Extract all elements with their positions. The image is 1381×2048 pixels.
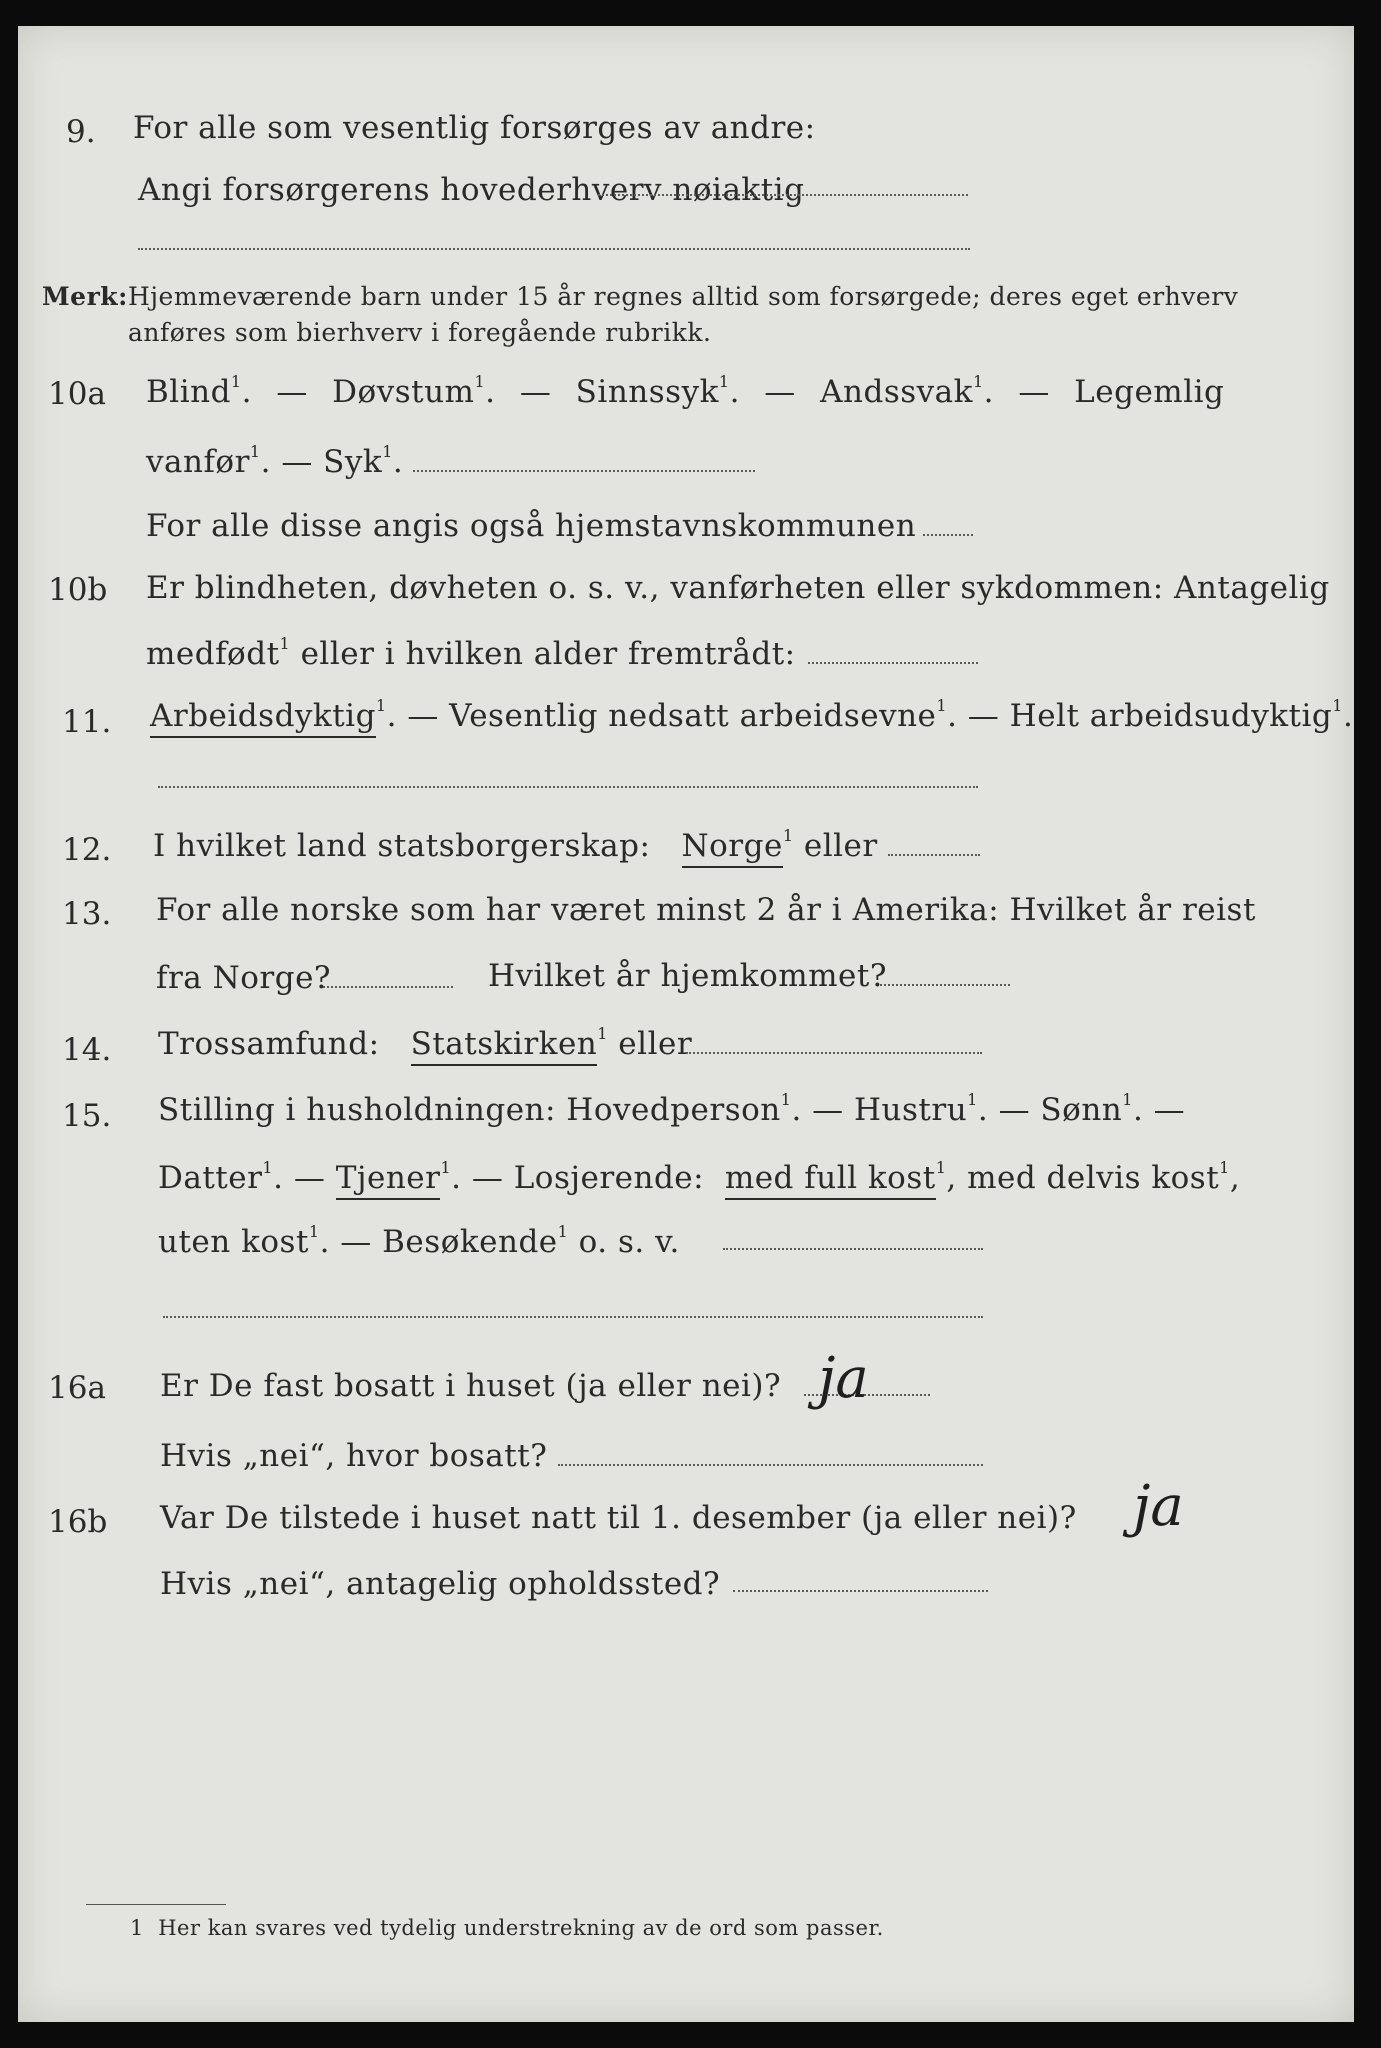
q10a-line3: For alle disse angis også hjemstavnskommunen <box>146 508 917 544</box>
q13-hjemkommet-answer-line <box>880 984 1010 986</box>
q10b-line1: Er blindheten, døvheten o. s. v., vanførheten eller sykdommen: Antagelig <box>146 570 1330 606</box>
q10b-line2: medfødt$^1$ eller i hvilken alder fremtrådt: <box>146 634 796 672</box>
q10a-number: 10a <box>48 376 106 412</box>
q13-number: 13. <box>62 896 112 932</box>
q13-fra-norge: fra Norge? <box>156 960 332 996</box>
q13-hjemkommet: Hvilket år hjemkommet? <box>488 958 887 994</box>
q9-number: 9. <box>66 114 96 150</box>
merk-label: Merk: <box>42 282 128 311</box>
q14-answer-line <box>686 1052 982 1054</box>
q15-answer-line-2 <box>163 1316 983 1318</box>
q11-number: 11. <box>62 704 112 740</box>
q10b-answer-line <box>808 662 978 664</box>
q14-number: 14. <box>62 1032 112 1068</box>
q15-line1: Stilling i husholdningen: Hovedperson$^1$. — Hustru$^1$. — Sønn$^1$. — <box>158 1090 1186 1128</box>
q15-line2: Datter$^1$. — Tjener$^1$. — Losjerende: med full kost$^1$, med delvis kost$^1$, <box>158 1160 1240 1196</box>
q10b-number: 10b <box>48 572 108 608</box>
q15-answer-line <box>723 1248 983 1250</box>
q12-answer-line <box>888 854 980 856</box>
q16b-line2: Hvis „nei“, antagelig opholdssted? <box>160 1566 721 1602</box>
q9-text: For alle som vesentlig forsørges av andre: <box>133 110 816 146</box>
q16b-number: 16b <box>48 1504 108 1540</box>
merk-line1: Hjemmeværende barn under 15 år regnes alltid som forsørgede; deres eget erhverv <box>128 282 1239 311</box>
q9-answer-line <box>598 194 968 196</box>
q10a-hjemstavn-line <box>923 534 973 536</box>
q16a-line2: Hvis „nei“, hvor bosatt? <box>160 1438 548 1474</box>
q10a-line1: Blind$^1$. — Døvstum$^1$. — Sinnssyk$^1$. — Andssvak$^1$. — Legemlig <box>146 372 1225 410</box>
q10a-answer-line <box>413 470 755 472</box>
q16a-number: 16a <box>48 1370 106 1406</box>
q11-answer-line <box>158 786 978 788</box>
merk-line2: anføres som bierhverv i foregående rubrikk. <box>128 318 712 347</box>
q11-line: Arbeidsdyktig$^1$. — Vesentlig nedsatt arbeidsevne$^1$. — Helt arbeidsudyktig$^1$. <box>150 698 1353 734</box>
footnote-rule <box>86 1904 226 1905</box>
q14-line: Trossamfund: Statskirken$^1$ eller <box>158 1026 692 1062</box>
q10a-line2: vanfør$^1$. — Syk$^1$. <box>146 442 404 480</box>
q13-reist-answer-line <box>323 986 453 988</box>
q9-answer-line-2 <box>138 248 970 250</box>
census-form-page <box>18 26 1354 2022</box>
q12-line: I hvilket land statsborgerskap: Norge$^1$ eller <box>153 828 878 864</box>
q16a-handwritten-answer: ja <box>818 1346 869 1411</box>
q16b-opholdssted-line <box>733 1590 988 1592</box>
q16b-handwritten-answer: ja <box>1133 1474 1184 1539</box>
q16a-line1: Er De fast bosatt i huset (ja eller nei)? <box>160 1368 782 1404</box>
q15-number: 15. <box>62 1098 112 1134</box>
q12-number: 12. <box>62 832 112 868</box>
q9-line2: Angi forsørgerens hovederhverv nøiaktig <box>138 172 805 208</box>
q13-line1: For alle norske som har været minst 2 år i Amerika: Hvilket år reist <box>156 892 1256 928</box>
q16b-line1: Var De tilstede i huset natt til 1. desember (ja eller nei)? <box>160 1500 1077 1536</box>
footnote: 1 Her kan svares ved tydelig understrekning av de ord som passer. <box>130 1916 884 1940</box>
q15-line3: uten kost$^1$. — Besøkende$^1$ o. s. v. <box>158 1222 680 1260</box>
q16a-bosatt-line <box>558 1464 983 1466</box>
